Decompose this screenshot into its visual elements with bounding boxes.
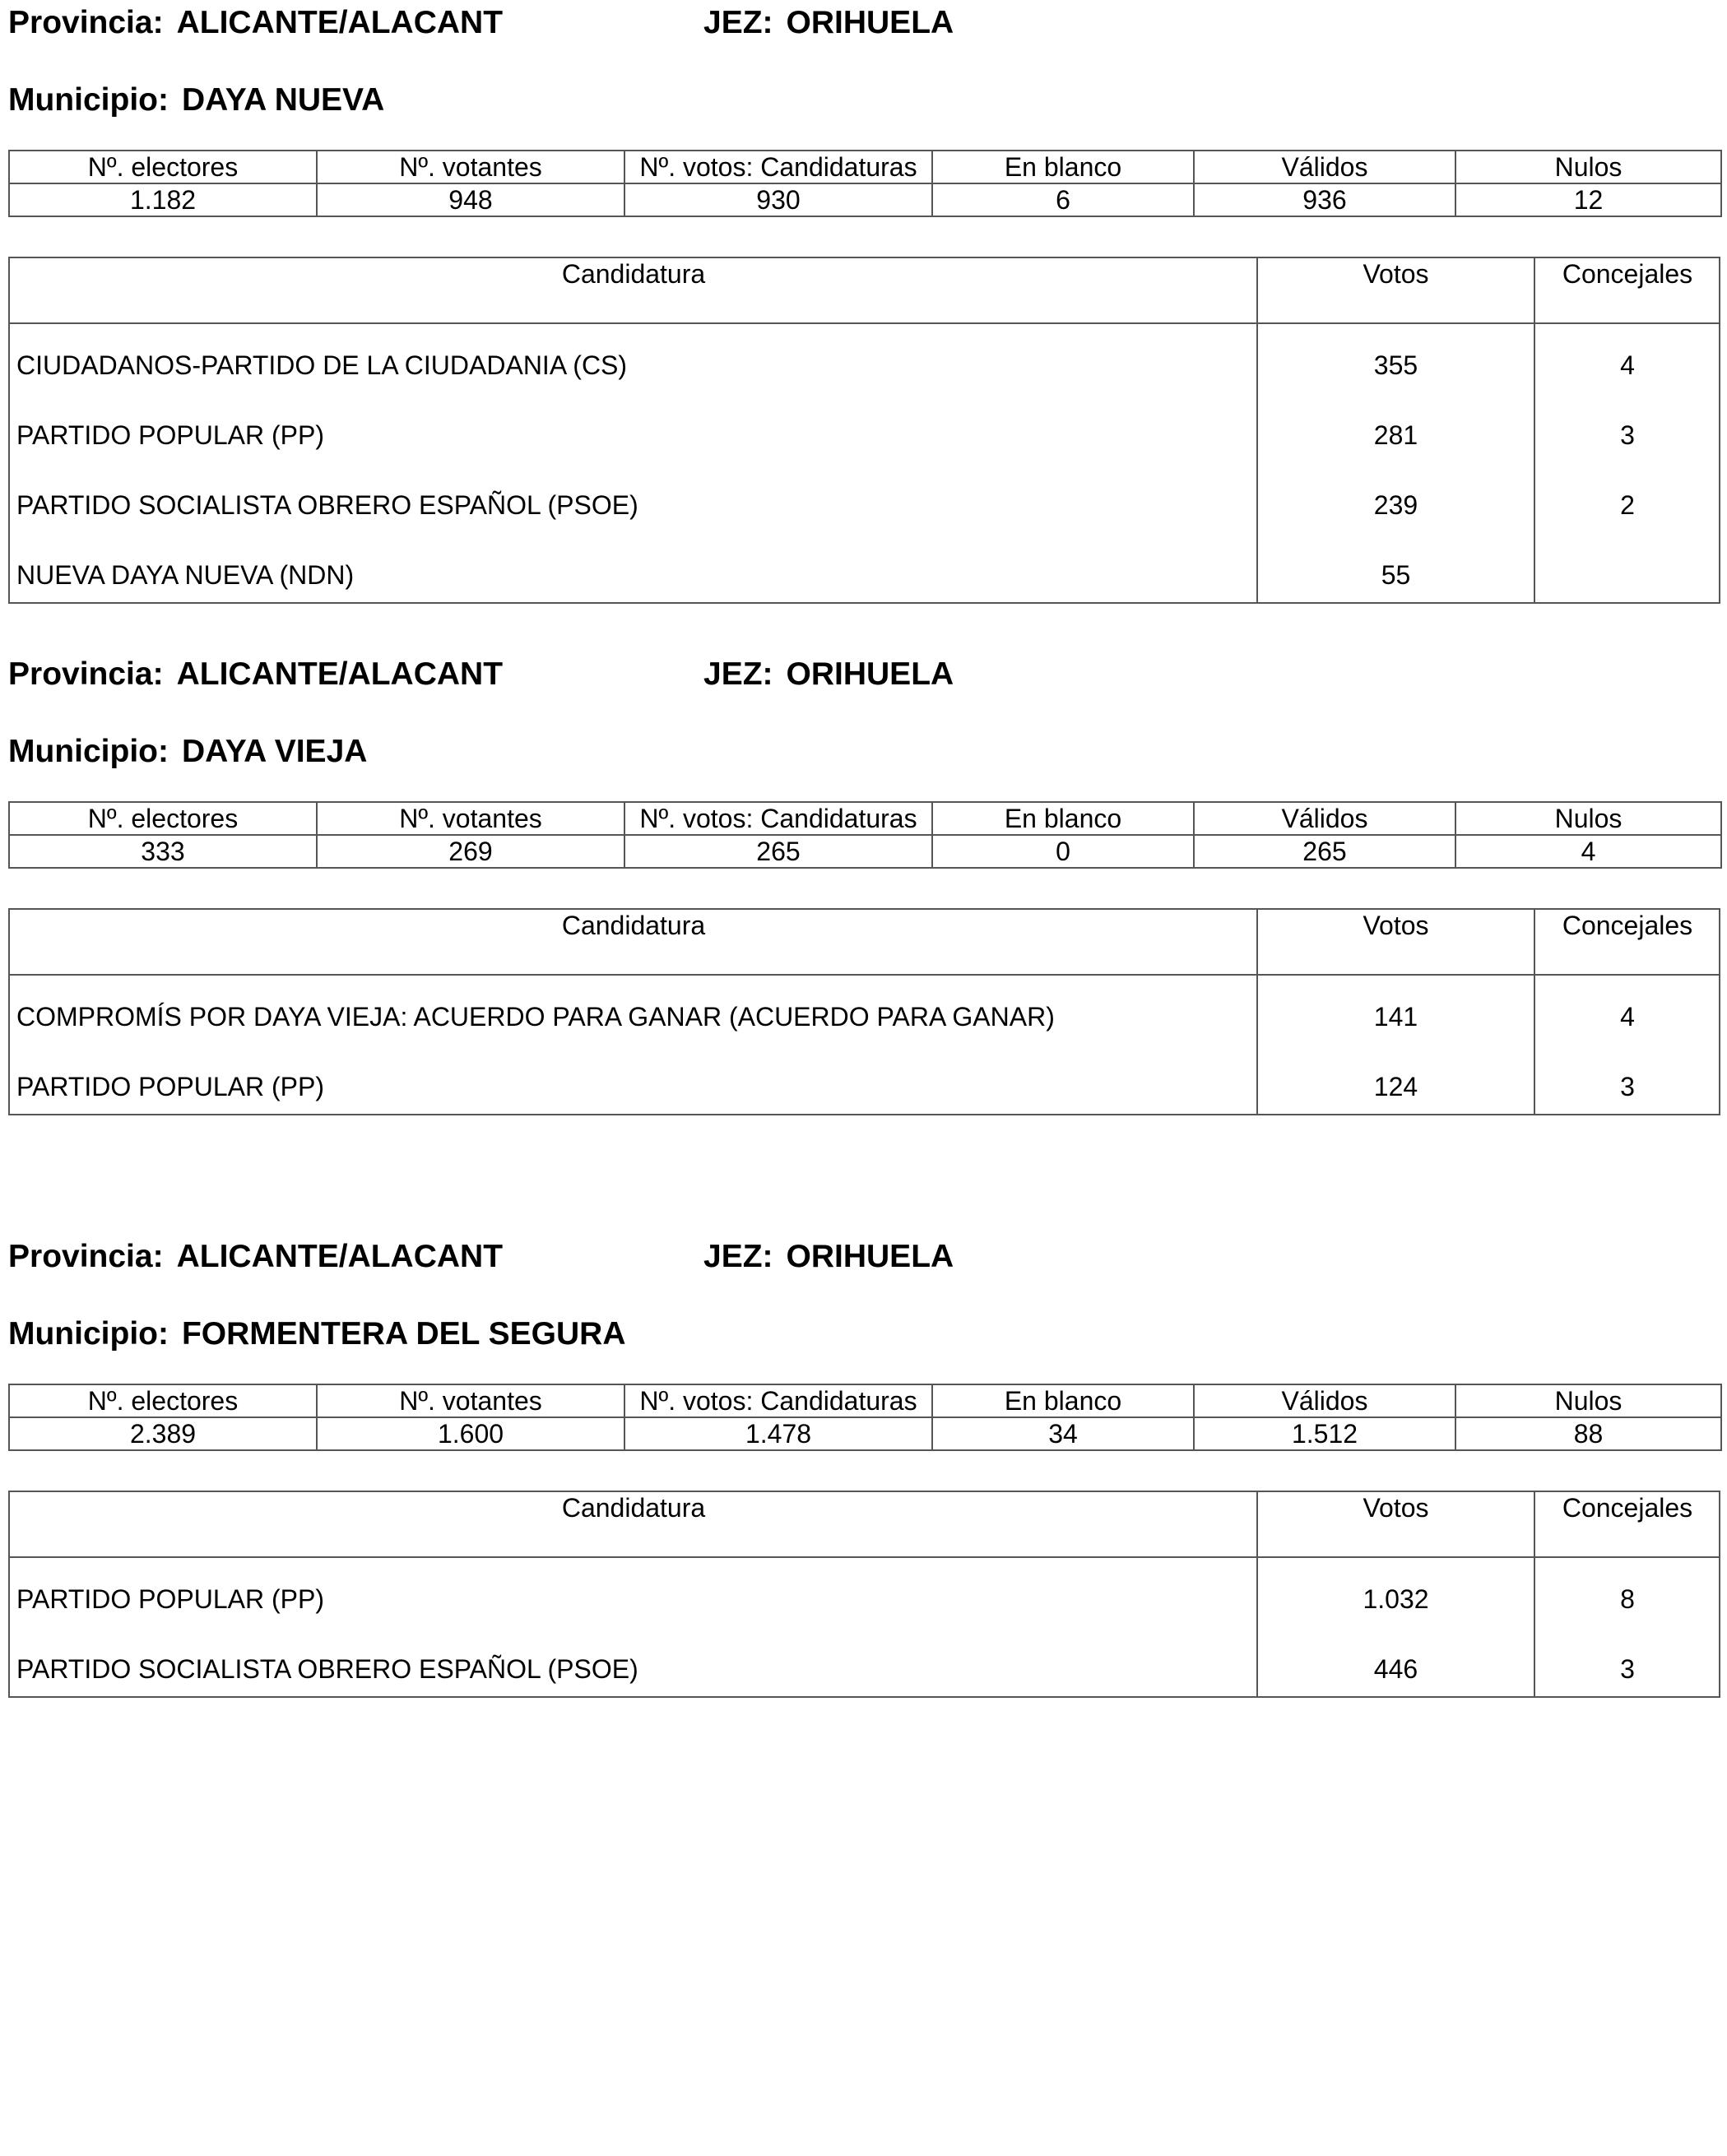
stats-value-cell: 1.512 [1194, 1417, 1455, 1450]
provincia-value: ALICANTE/ALACANT [176, 5, 504, 40]
stats-header-cell: En blanco [932, 802, 1194, 835]
candidatura-concejales: 3 [1620, 420, 1635, 450]
candidatura-concejales: 4 [1620, 1002, 1635, 1032]
candidatura-row [10, 464, 1719, 534]
stats-header-cell: Nº. votos: Candidaturas [624, 1384, 932, 1417]
candidatura-name: PARTIDO POPULAR (PP) [16, 1584, 324, 1614]
candidaturas-table [8, 1491, 1720, 1698]
candidatura-name: PARTIDO SOCIALISTA OBRERO ESPAÑOL (PSOE) [16, 1654, 638, 1684]
candidatura-concejales: 3 [1620, 1654, 1635, 1684]
candidatura-concejales: 3 [1620, 1072, 1635, 1101]
stats-value-cell: 34 [932, 1417, 1194, 1450]
stats-header-cell: Nº. electores [9, 1384, 317, 1417]
stats-value-cell: 12 [1455, 183, 1721, 216]
stats-value-cell: 269 [317, 835, 624, 868]
stats-table [8, 801, 1722, 869]
stats-header-cell: Nº. votantes [317, 1384, 624, 1417]
municipio-label: Municipio: [8, 82, 169, 118]
provincia-label: Provincia: [8, 656, 164, 692]
stats-value-cell: 1.478 [624, 1417, 932, 1450]
stats-header-cell: Nulos [1455, 802, 1721, 835]
candidatura-row [10, 1628, 1719, 1698]
candidatura-concejales: 4 [1620, 350, 1635, 380]
municipio-value: DAYA VIEJA [181, 734, 368, 769]
candidatura-votos: 239 [1373, 490, 1418, 520]
candidatura-votos: 281 [1373, 420, 1418, 450]
stats-header-row [9, 151, 1721, 183]
stats-value-cell: 936 [1194, 183, 1455, 216]
stats-header-cell: Válidos [1194, 151, 1455, 183]
candidatura-name: PARTIDO POPULAR (PP) [16, 1072, 324, 1101]
jez-label: JEZ: [703, 656, 773, 692]
candidatura-row [10, 324, 1719, 394]
stats-header-cell: Válidos [1194, 1384, 1455, 1417]
jez-value: ORIHUELA [786, 656, 954, 692]
candidaturas-table [8, 257, 1720, 604]
candidatura-votos: 446 [1373, 1654, 1418, 1684]
provincia-header [8, 1240, 503, 1273]
stats-header-cell: En blanco [932, 151, 1194, 183]
provincia-value: ALICANTE/ALACANT [176, 1239, 504, 1274]
municipio-label: Municipio: [8, 734, 169, 769]
jez-label: JEZ: [703, 1239, 773, 1274]
stats-value-row [9, 1417, 1721, 1450]
candidatura-votos: 355 [1373, 350, 1418, 380]
stats-header-cell: Nulos [1455, 151, 1721, 183]
jez-header [703, 658, 954, 690]
stats-value-cell: 265 [624, 835, 932, 868]
stats-value-cell: 0 [932, 835, 1194, 868]
provincia-value: ALICANTE/ALACANT [176, 656, 504, 692]
municipio-value: DAYA NUEVA [181, 82, 385, 118]
stats-value-cell: 333 [9, 835, 317, 868]
jez-header [703, 7, 954, 39]
municipio-value: FORMENTERA DEL SEGURA [181, 1316, 626, 1352]
stats-header-cell: Nº. votos: Candidaturas [624, 802, 932, 835]
stats-header-cell: Nº. votos: Candidaturas [624, 151, 932, 183]
jez-value: ORIHUELA [786, 1239, 954, 1274]
candidatura-votos: 141 [1373, 1002, 1418, 1032]
stats-header-cell: Nulos [1455, 1384, 1721, 1417]
municipio-header [8, 735, 367, 767]
candidatura-header: Candidatura [10, 258, 1257, 324]
candidatura-name: COMPROMÍS POR DAYA VIEJA: ACUERDO PARA GANAR (ACUERDO PARA GANAR) [16, 1002, 1055, 1032]
jez-label: JEZ: [703, 5, 773, 40]
provincia-header [8, 658, 503, 690]
candidatura-votos: 55 [1381, 560, 1411, 590]
candidatura-row [10, 1046, 1719, 1115]
concejales-header: Concejales [1534, 258, 1720, 324]
municipio-header [8, 84, 384, 116]
votos-header: Votos [1257, 910, 1534, 976]
stats-value-cell: 948 [317, 183, 624, 216]
stats-header-cell: Nº. votantes [317, 151, 624, 183]
stats-value-cell: 2.389 [9, 1417, 317, 1450]
provincia-label: Provincia: [8, 5, 164, 40]
candidatura-concejales: 2 [1620, 490, 1635, 520]
votos-header: Votos [1257, 258, 1534, 324]
candidatura-name: NUEVA DAYA NUEVA (NDN) [16, 560, 355, 590]
candidatura-votos: 124 [1373, 1072, 1418, 1101]
stats-value-row [9, 183, 1721, 216]
municipio-header [8, 1318, 626, 1350]
stats-value-cell: 6 [932, 183, 1194, 216]
candidatura-row [10, 534, 1719, 604]
candidatura-row [10, 1558, 1719, 1628]
stats-header-cell: Válidos [1194, 802, 1455, 835]
candidatura-name: CIUDADANOS-PARTIDO DE LA CIUDADANIA (CS) [16, 350, 628, 380]
candidatura-name: PARTIDO SOCIALISTA OBRERO ESPAÑOL (PSOE) [16, 490, 638, 520]
candidatura-name: PARTIDO POPULAR (PP) [16, 420, 324, 450]
candidatura-header: Candidatura [10, 1492, 1257, 1558]
municipio-label: Municipio: [8, 1316, 169, 1352]
concejales-header: Concejales [1534, 910, 1720, 976]
candidatura-row [10, 976, 1719, 1046]
candidatura-votos: 1.032 [1363, 1584, 1429, 1614]
stats-header-cell: En blanco [932, 1384, 1194, 1417]
stats-value-row [9, 835, 1721, 868]
stats-value-cell: 930 [624, 183, 932, 216]
stats-value-cell: 1.600 [317, 1417, 624, 1450]
stats-table [8, 1384, 1722, 1451]
stats-value-cell: 88 [1455, 1417, 1721, 1450]
stats-header-cell: Nº. electores [9, 802, 317, 835]
jez-header [703, 1240, 954, 1273]
stats-value-cell: 265 [1194, 835, 1455, 868]
stats-table [8, 150, 1722, 217]
stats-header-row [9, 1384, 1721, 1417]
stats-header-cell: Nº. electores [9, 151, 317, 183]
stats-value-cell: 1.182 [9, 183, 317, 216]
candidatura-header: Candidatura [10, 910, 1257, 976]
jez-value: ORIHUELA [786, 5, 954, 40]
stats-header-row [9, 802, 1721, 835]
votos-header: Votos [1257, 1492, 1534, 1558]
concejales-header: Concejales [1534, 1492, 1720, 1558]
stats-header-cell: Nº. votantes [317, 802, 624, 835]
provincia-header [8, 7, 503, 39]
provincia-label: Provincia: [8, 1239, 164, 1274]
candidatura-row [10, 394, 1719, 464]
stats-value-cell: 4 [1455, 835, 1721, 868]
candidatura-concejales: 8 [1620, 1584, 1635, 1614]
candidaturas-table [8, 908, 1720, 1115]
